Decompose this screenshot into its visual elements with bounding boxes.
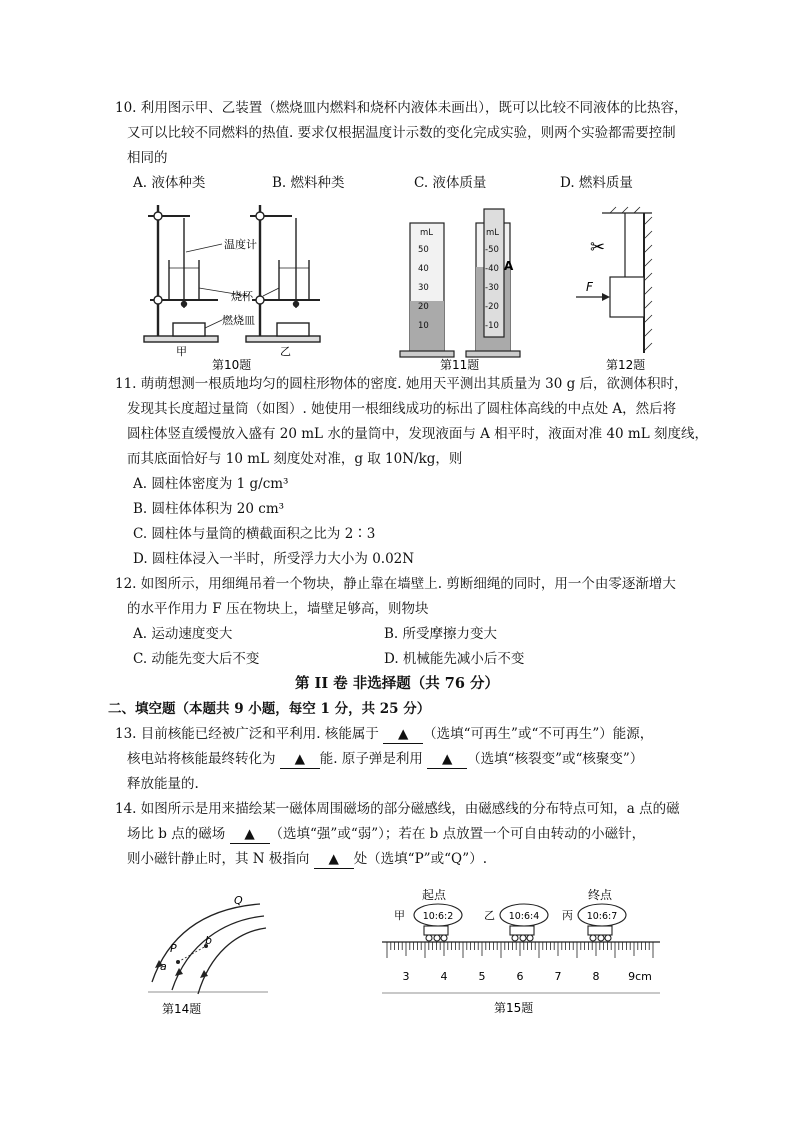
q13-blank-3[interactable]: ▲: [427, 750, 467, 769]
fig11-tick-left-40: 40: [418, 264, 429, 274]
fig15-label-yi: 乙: [484, 909, 495, 922]
fig15-start-label: 起点: [422, 888, 447, 902]
fig11-tick-left-30: 30: [418, 283, 429, 293]
fig10-thermometer-label: 温度计: [224, 238, 257, 251]
fig15-clock-bing: 10:6:7: [586, 911, 618, 922]
q13-line2-b: 能. 原子弹是利用: [319, 751, 428, 767]
q12-stem-line1: 12. 如图所示，用细绳吊着一个物块，静止靠在墙壁上. 剪断细绳的同时，用一个由零逐渐增大: [115, 576, 676, 592]
fig11-tick-left-10: 10: [418, 321, 429, 331]
q14-line1: 14. 如图所示是用来描绘某一磁体周围磁场的部分磁感线，由磁感线的分布特点可知，a 点的磁: [115, 801, 680, 817]
q11-option-c: C. 圆柱体与量筒的横截面积之比为 2∶3: [133, 526, 376, 542]
fig12-force-label: F: [586, 280, 593, 294]
fig14-label-b: b: [205, 934, 212, 947]
q12-option-a: A. 运动速度变大: [133, 626, 233, 642]
q12-option-c: C. 动能先变大后不变: [133, 651, 260, 667]
fig11-tick-right-20: -20: [485, 302, 499, 312]
fig15-ruler-9: 9cm: [628, 970, 652, 983]
q12-option-b: B. 所受摩擦力变大: [384, 626, 498, 642]
q11-stem-line3: 圆柱体竖直缓慢放入盛有 20 mL 水的量筒中，发现液面与 A 相平时，液面对准 40 mL 刻度线，: [127, 426, 708, 442]
figure-15: [378, 885, 663, 1020]
part2-title: 第 II 卷 非选择题（共 76 分）: [295, 675, 499, 692]
q13-line1: [115, 725, 653, 744]
q10-option-c: C. 液体质量: [414, 175, 487, 191]
q11-stem-line2: 发现其长度超过量筒（如图）. 她使用一根细线成功的标出了圆柱体高线的中点处 A，然后将: [127, 401, 677, 417]
fig11-point-a: A: [504, 259, 514, 273]
figure-14: [140, 890, 270, 1020]
q11-option-b: B. 圆柱体体积为 20 cm³: [133, 501, 285, 517]
fig10-yi-label: 乙: [280, 345, 291, 358]
q10-option-d: D. 燃料质量: [560, 175, 633, 191]
fig11-tick-right-30: -30: [485, 283, 499, 293]
fig14-label-p: P: [170, 942, 177, 955]
q14-line3-b: 处（选填“P”或“Q”）.: [353, 851, 487, 867]
fig15-ruler-4: 4: [440, 970, 448, 983]
fig15-ruler-6: 6: [516, 970, 524, 983]
fig12-caption: 第12题: [606, 358, 646, 372]
fig11-unit-left: mL: [420, 228, 434, 238]
q14-line3-a: 则小磁针静止时，其 N 极指向: [127, 851, 314, 867]
q10-option-b: B. 燃料种类: [272, 175, 345, 191]
fig15-caption: 第15题: [494, 1001, 534, 1015]
fig10-caption: 第10题: [212, 358, 252, 372]
q13-line1-a: 13. 目前核能已经被广泛和平利用. 核能属于: [115, 726, 384, 742]
q13-line2: [127, 750, 643, 769]
q11-option-d: D. 圆柱体浸入一半时，所受浮力大小为 0.02N: [133, 551, 415, 567]
section2-heading: 二、填空题（本题共 9 小题，每空 1 分，共 25 分）: [108, 701, 431, 717]
figure-11: [398, 205, 538, 372]
fig10-burner-label: 燃烧皿: [222, 314, 255, 327]
q10-stem-line3: 相同的: [127, 150, 168, 166]
q13-line1-b: （选填“可再生”或“不可再生”）能源，: [423, 726, 654, 742]
q13-blank-2[interactable]: ▲: [280, 750, 320, 769]
q14-line2: [127, 825, 645, 844]
q12-stem-line2: 的水平作用力 F 压在物块上，墙壁足够高，则物块: [127, 601, 429, 617]
fig15-ruler-3: 3: [402, 970, 410, 983]
q10-stem-line2: 又可以比较不同燃料的热值. 要求仅根据温度计示数的变化完成实验，则两个实验都需要控制: [127, 125, 676, 141]
fig11-tick-left-20: 20: [418, 302, 429, 312]
fig11-tick-right-40: -40: [485, 264, 499, 274]
q14-blank-1[interactable]: ▲: [230, 825, 270, 844]
fig11-caption: 第11题: [440, 358, 480, 372]
fig11-tick-right-10: -10: [485, 321, 499, 331]
figure-12: [570, 205, 660, 372]
q13-blank-1[interactable]: ▲: [383, 725, 423, 744]
fig15-ruler-8: 8: [592, 970, 600, 983]
fig11-tick-left-50: 50: [418, 245, 429, 255]
scissors-icon: ✂: [590, 237, 606, 258]
fig15-label-jia: 甲: [394, 909, 405, 922]
q13-line2-a: 核电站将核能最终转化为: [127, 751, 280, 767]
q14-line3: [127, 850, 487, 869]
q14-line2-b: （选填“强”或“弱”）；若在 b 点放置一个可自由转动的小磁针，: [269, 826, 646, 842]
fig15-label-bing: 丙: [562, 909, 573, 922]
q13-line3: 释放能量的.: [127, 776, 199, 792]
fig10-jia-label: 甲: [176, 345, 187, 358]
fig14-label-a: a: [160, 960, 167, 973]
figure-10: [138, 200, 328, 372]
q14-line2-a: 场比 b 点的磁场: [127, 826, 230, 842]
fig15-end-label: 终点: [588, 888, 613, 902]
fig15-ruler-7: 7: [554, 970, 562, 983]
q11-stem-line4: 而其底面恰好与 10 mL 刻度处对准，g 取 10N/kg，则: [127, 451, 463, 467]
q13-line2-c: （选填“核裂变”或“核聚变”）: [467, 751, 644, 767]
q10-stem-line1: 10. 利用图示甲、乙装置（燃烧皿内燃料和烧杯内液体未画出），既可以比较不同液体的比热容，: [115, 100, 688, 116]
fig11-unit-right: mL: [486, 228, 500, 238]
fig15-ruler-5: 5: [478, 970, 486, 983]
q14-blank-2[interactable]: ▲: [314, 850, 354, 869]
fig14-caption: 第14题: [162, 1002, 202, 1016]
fig14-label-q: Q: [234, 894, 243, 907]
fig11-tick-right-50: -50: [485, 245, 499, 255]
q11-stem-line1: 11. 萌萌想测一根质地均匀的圆柱形物体的密度. 她用天平测出其质量为 30 g 后，欲测体积时，: [115, 376, 688, 392]
q11-option-a: A. 圆柱体密度为 1 g/cm³: [133, 476, 289, 492]
q10-option-a: A. 液体种类: [133, 175, 206, 191]
fig10-beaker-label: 烧杯: [231, 290, 253, 303]
fig15-clock-jia: 10:6:2: [422, 911, 454, 922]
q12-option-d: D. 机械能先减小后不变: [384, 651, 525, 667]
fig15-clock-yi: 10:6:4: [508, 911, 540, 922]
